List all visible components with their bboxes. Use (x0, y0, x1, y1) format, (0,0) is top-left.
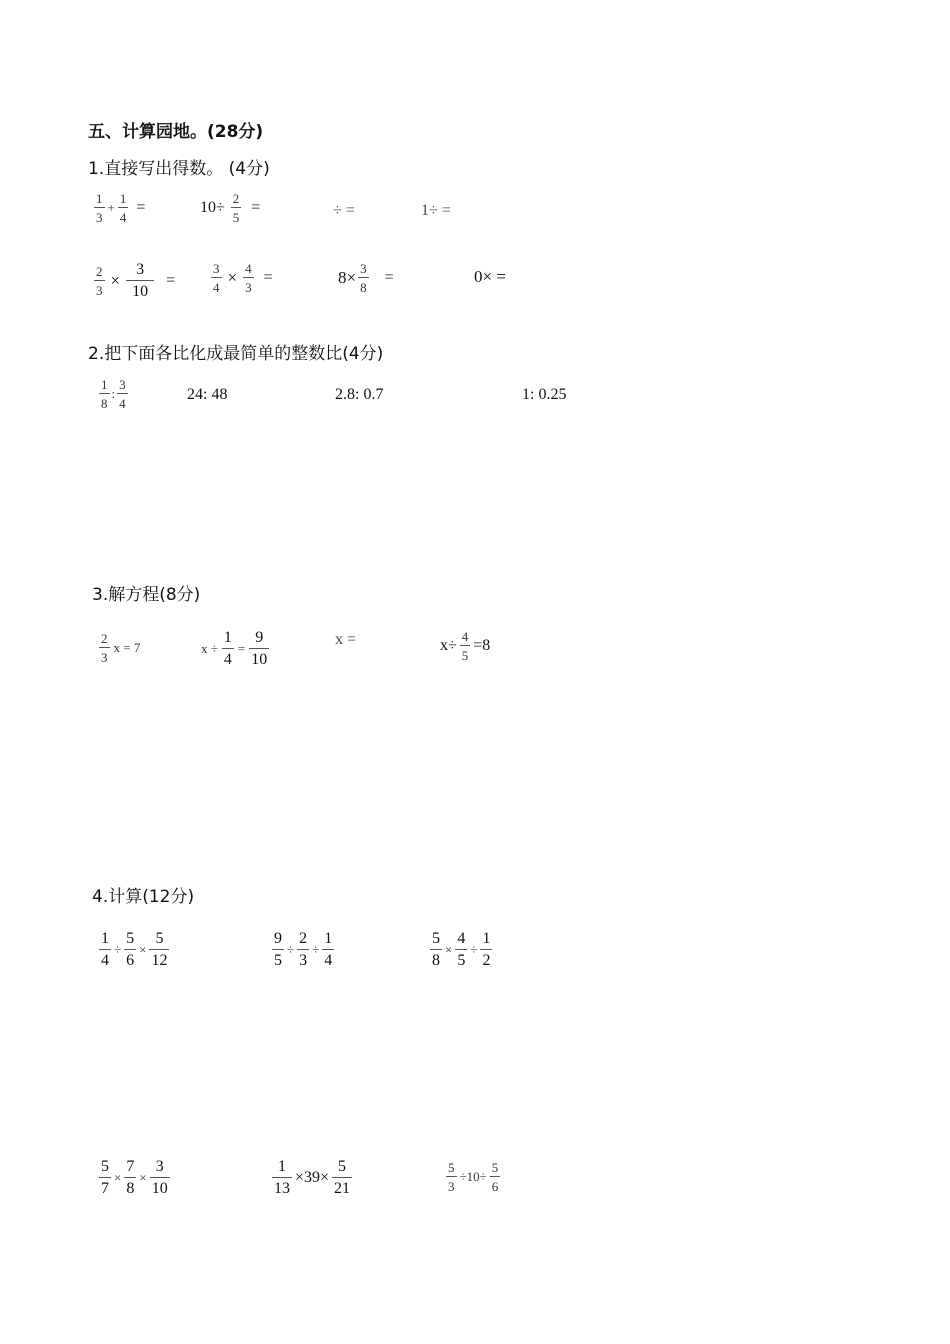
denominator: 7 (99, 1177, 111, 1197)
middle-terms: ×39× (295, 1169, 330, 1186)
q3-equation-4 (440, 630, 490, 662)
q4-calc-4 (97, 1159, 172, 1197)
q1-expr-3: ÷ = (333, 202, 355, 219)
numerator: 2 (232, 191, 240, 206)
denominator: 13 (272, 1177, 292, 1197)
q3-equation-1 (97, 632, 140, 664)
q4-calc-6 (444, 1161, 502, 1193)
numerator: 5 (432, 930, 440, 947)
operator: ÷ (287, 942, 295, 957)
denominator: 4 (118, 207, 129, 224)
denominator: 10 (150, 1177, 170, 1197)
numerator: 1 (223, 629, 232, 646)
numerator: 1 (482, 930, 491, 947)
numerator: 3 (360, 261, 367, 276)
q3-title: 3.解方程(8分) (92, 585, 201, 605)
numerator: 4 (461, 629, 469, 644)
denominator: 4 (117, 393, 128, 410)
numerator: 2 (299, 930, 308, 947)
q1-expr-2 (200, 192, 261, 224)
equation-rest: x = 7 (113, 640, 141, 655)
q4-title: 4.计算(12分) (92, 887, 195, 907)
prefix: 8× (338, 268, 357, 287)
operator: ÷ (114, 942, 122, 957)
operator: + (107, 200, 115, 215)
equals: = (251, 199, 261, 216)
q2-ratio-1 (97, 378, 130, 410)
denominator: 10 (126, 280, 154, 300)
section-title: 五、计算园地。(28分) (88, 122, 264, 142)
numerator: 2 (101, 631, 108, 646)
equation-rest: =8 (473, 637, 491, 654)
numerator: 4 (245, 261, 252, 276)
numerator: 2 (96, 264, 103, 279)
denominator: 3 (94, 280, 105, 297)
denominator: 3 (243, 277, 254, 294)
denominator: 8 (358, 277, 369, 294)
equals: = (237, 641, 246, 656)
numerator: 3 (155, 1158, 164, 1175)
denominator: 6 (490, 1176, 501, 1193)
q4-calc-5 (270, 1159, 354, 1197)
denominator: 8 (99, 393, 110, 410)
q4-calc-1 (97, 931, 171, 969)
numerator: 1 (278, 1158, 286, 1175)
prefix: 10÷ (200, 199, 225, 216)
middle-terms: ÷10÷ (459, 1169, 487, 1184)
q3-equation-3: x = (335, 631, 357, 648)
operator: × (114, 1170, 122, 1185)
q1-title: 1.直接写出得数。 (4分) (88, 159, 270, 179)
denominator: 12 (149, 949, 169, 969)
q4-calc-3 (428, 931, 494, 969)
denominator: 3 (446, 1176, 457, 1193)
numerator: 5 (491, 1160, 499, 1175)
denominator: 3 (94, 207, 105, 224)
numerator: 3 (119, 377, 126, 392)
denominator: 3 (297, 949, 309, 969)
q1-expr-8: 0× = (474, 267, 506, 286)
equals: = (136, 199, 146, 216)
denominator: 4 (222, 648, 234, 668)
numerator: 9 (274, 930, 282, 947)
operator: ÷ (470, 942, 478, 957)
denominator: 5 (455, 949, 467, 969)
q4-calc-2 (270, 931, 336, 969)
operator: ÷ (312, 942, 320, 957)
numerator: 1 (96, 191, 103, 206)
numerator: 5 (155, 930, 164, 947)
q3-equation-2 (201, 630, 271, 668)
operator: × (139, 942, 147, 957)
operator: × (445, 942, 453, 957)
denominator: 5 (460, 645, 471, 662)
denominator: 2 (480, 949, 492, 969)
denominator: 21 (332, 1177, 352, 1197)
denominator: 3 (99, 647, 110, 664)
denominator: 5 (272, 949, 284, 969)
q2-title: 2.把下面各比化成最简单的整数比(4分) (88, 344, 384, 364)
numerator: 1 (324, 930, 333, 947)
numerator: 4 (457, 930, 466, 947)
denominator: 4 (211, 277, 222, 294)
denominator: 5 (231, 207, 242, 224)
numerator: 1 (101, 930, 109, 947)
operator: × (110, 271, 121, 290)
numerator: 7 (126, 1158, 135, 1175)
operator: × (139, 1170, 147, 1185)
ratio-separator: : (111, 386, 116, 401)
denominator: 4 (99, 949, 111, 969)
numerator: 3 (213, 261, 220, 276)
numerator: 5 (338, 1158, 347, 1175)
q1-expr-7 (338, 262, 395, 294)
equals: = (166, 272, 176, 289)
numerator: 9 (255, 629, 264, 646)
numerator: 3 (136, 261, 145, 278)
denominator: 6 (124, 949, 136, 969)
q2-ratio-3: 2.8: 0.7 (335, 386, 384, 403)
numerator: 1 (101, 377, 108, 392)
equals: = (263, 269, 273, 286)
q1-expr-5 (92, 262, 176, 300)
denominator: 8 (124, 1177, 136, 1197)
denominator: 10 (249, 648, 269, 668)
denominator: 4 (322, 949, 334, 969)
numerator: 1 (119, 191, 127, 206)
prefix: x÷ (440, 637, 457, 654)
prefix: x ÷ (201, 641, 218, 656)
q2-ratio-4: 1: 0.25 (522, 386, 567, 403)
numerator: 5 (101, 1158, 109, 1175)
q1-expr-4: 1÷ = (421, 202, 451, 219)
q1-expr-1 (92, 192, 146, 224)
numerator: 5 (126, 930, 135, 947)
numerator: 5 (448, 1160, 455, 1175)
q1-expr-6 (209, 262, 274, 294)
operator: × (227, 268, 238, 287)
equals: = (384, 269, 394, 286)
denominator: 8 (430, 949, 442, 969)
q2-ratio-2: 24: 48 (187, 386, 228, 403)
